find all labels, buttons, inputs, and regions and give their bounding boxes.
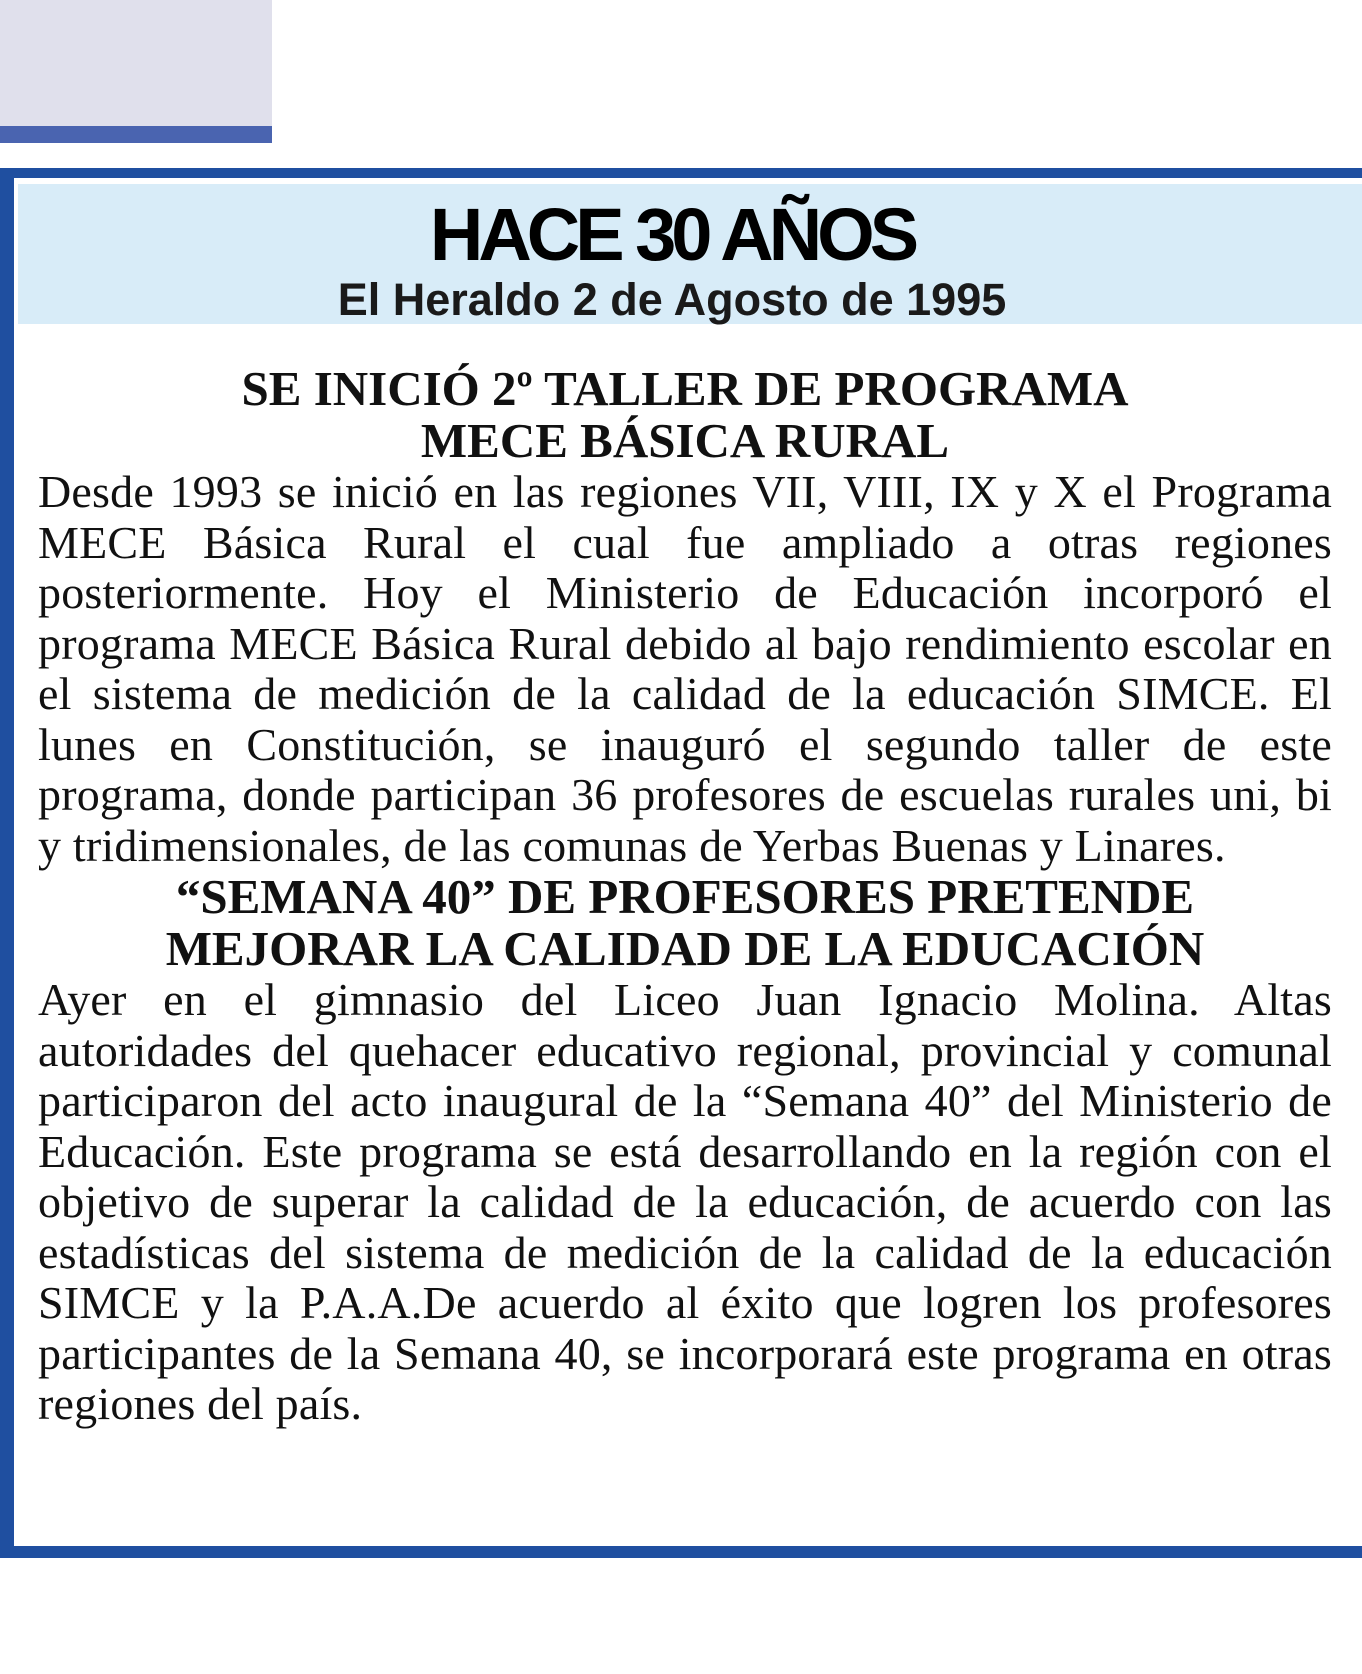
article-content	[38, 363, 1332, 1430]
article-1-headline	[38, 363, 1332, 467]
top-decorative-bar	[0, 126, 272, 143]
article-2-headline-line-1: “SEMANA 40” DE PROFESORES PRETENDE	[175, 869, 1195, 924]
article-1-headline-line-1: SE INICIÓ 2º TALLER DE PROGRAMA	[241, 361, 1129, 416]
article-2-body: Ayer en el gimnasio del Liceo Juan Ignacio Molina. Altas autoridades del quehacer educativo regional, provincial y comunal participaron del acto inaugural de la “Semana 40” del Ministerio de Educación. Este programa se está desarrollando en la región con el objetivo de superar la calidad de la educación, de acuerdo con las estadísticas del sistema de medición de la calidad de la educación SIMCE y la P.A.A.De acuerdo al éxito que logren los profesores participantes de la Semana 40, se incorporará este programa en otras regiones del país.	[38, 974, 1332, 1429]
top-decorative-block	[0, 0, 272, 126]
section-title: HACE 30 AÑOS	[429, 193, 915, 276]
article-2-headline-line-2: MEJORAR LA CALIDAD DE LA EDUCACIÓN	[165, 921, 1205, 976]
article-1-body: Desde 1993 se inició en las regiones VII, VIII, IX y X el Programa MECE Básica Rural el cual fue ampliado a otras regiones posteriormente. Hoy el Ministerio de Educación incorporó el programa MECE Básica Rural debido al bajo rendimiento escolar en el sistema de medición de la calidad de la educación SIMCE. El lunes en Constitución, se inauguró el segundo taller de este programa, donde participan 36 profesores de escuelas rurales uni, bi y tridimensionales, de las comunas de Yerbas Buenas y Linares.	[38, 466, 1332, 871]
section-subtitle: El Heraldo 2 de Agosto de 1995	[337, 274, 1007, 325]
article-2-headline	[38, 871, 1332, 975]
article-1-headline-line-2: MECE BÁSICA RURAL	[420, 413, 950, 468]
header-band	[18, 184, 1362, 324]
article-frame	[0, 168, 1362, 1558]
